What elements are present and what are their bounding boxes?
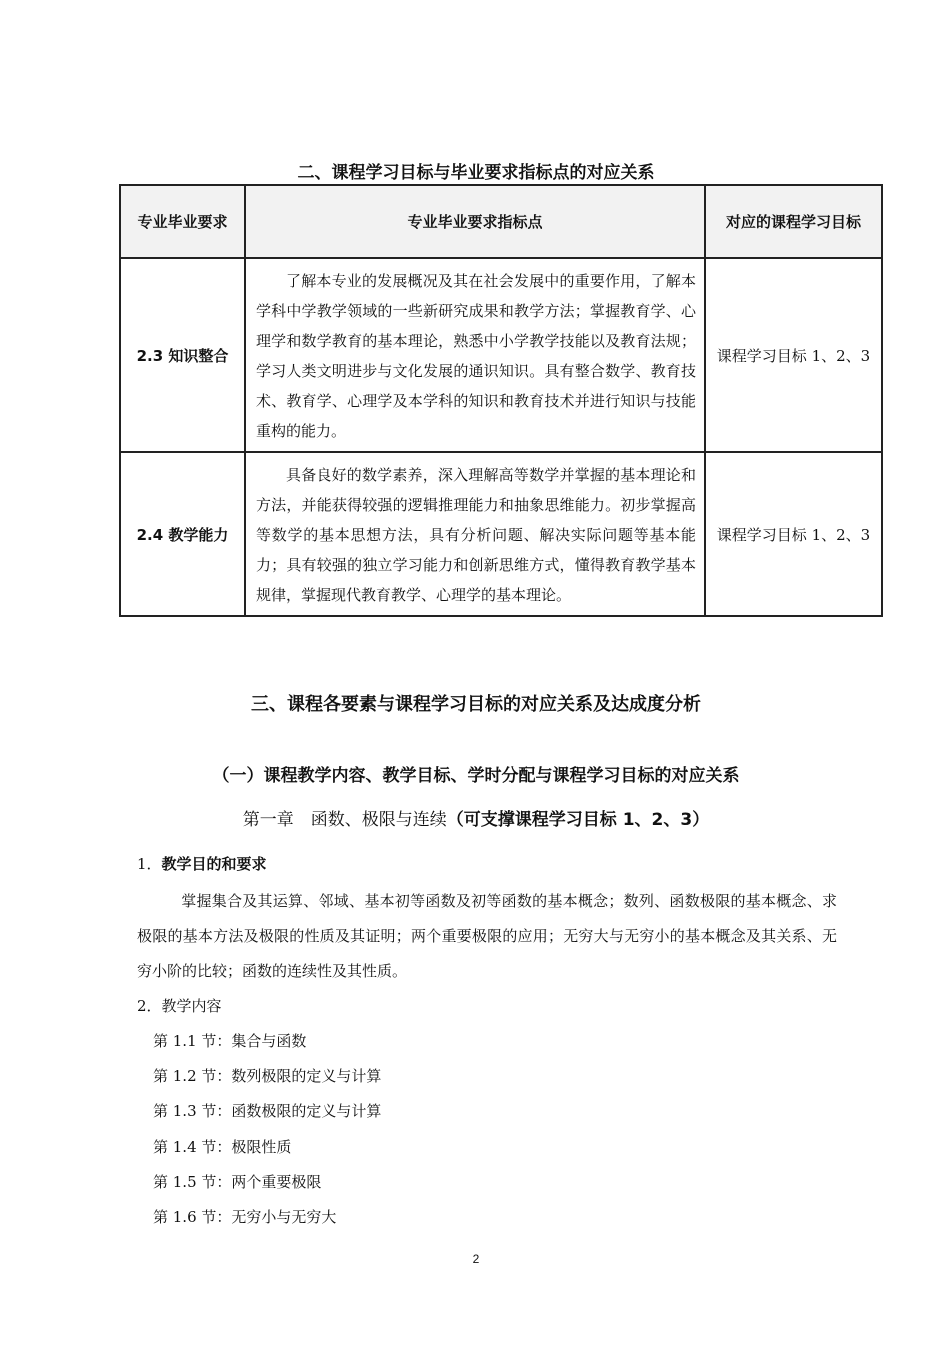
section-list [153,1024,381,1235]
goal-cell: 课程学习目标 1、2、3 [705,452,882,616]
column-header: 专业毕业要求 [120,185,245,258]
column-header: 专业毕业要求指标点 [245,185,705,258]
subsection-heading: （一）课程教学内容、教学目标、学时分配与课程学习目标的对应关系 [212,766,740,786]
requirement-cell: 2.3 知识整合 [120,258,245,452]
list-item: 第 1.4 节：极限性质 [153,1137,292,1156]
content-title: 2．教学内容 [137,997,222,1015]
indicator-cell [245,258,705,452]
chapter-support: （可支撑课程学习目标 1、2、3） [446,810,710,830]
list-item: 第 1.1 节：集合与函数 [153,1032,307,1050]
section-heading: 三、课程各要素与课程学习目标的对应关系及达成度分析 [251,694,701,715]
list-item: 第 1.3 节：函数极限的定义与计算 [153,1102,382,1121]
indicator-cell [245,452,705,616]
objectives-text: 掌握集合及其运算、邻域、基本初等函数及初等函数的基本概念；数列、函数极限的基本概念、求极限的基本方法及极限的性质及其证明；两个重要极限的应用；无穷大与无穷小的基本概念及其关系、无穷小阶的比较；函数的连续性及其性质。 [137,892,837,980]
requirement-cell: 2.4 教学能力 [120,452,245,616]
indicator-text: 具备良好的数学素养，深入理解高等数学并掌握的基本理论和方法，并能获得较强的逻辑推理能力和抽象思维能力。初步掌握高等数学的基本思想方法，具有分析问题、解决实际问题等基本能力；具有较强的独立学习能力和创新思维方式，懂得教育教学基本规律，掌握现代教育教学、心理学的基本理论。 [256,466,696,604]
table-row [120,452,882,616]
goal-cell: 课程学习目标 1、2、3 [705,258,882,452]
list-item: 第 1.5 节：两个重要极限 [153,1172,322,1191]
requirements-table [119,184,883,617]
list-item: 第 1.6 节：无穷小与无穷大 [153,1208,337,1227]
column-header: 对应的课程学习目标 [705,185,882,258]
list-item: 第 1.2 节：数列极限的定义与计算 [153,1067,382,1086]
indicator-text: 了解本专业的发展概况及其在社会发展中的重要作用，了解本学科中学教学领域的一些新研究成果和教学方法；掌握教育学、心理学和数学教育的基本理论，熟悉中小学教学技能以及教育法规； 学习人类文明进步与文化发展的通识知识。具有整合数学、教育技术、教育学、心理学及本学科的知识和教育技术并进行知识与技能重构的能力。 [256,272,696,440]
objectives-title [137,853,837,874]
table-header-row [120,185,882,258]
page-number: 2 [472,1252,480,1266]
chapter-heading [0,805,952,830]
objectives-paragraph [137,884,837,989]
table-heading: 二、课程学习目标与毕业要求指标点的对应关系 [297,163,655,183]
objectives-label: 教学目的和要求 [161,855,267,873]
table-row [120,258,882,452]
objectives-number: 1． [137,855,162,873]
chapter-title: 第一章 函数、极限与连续 [242,810,447,830]
